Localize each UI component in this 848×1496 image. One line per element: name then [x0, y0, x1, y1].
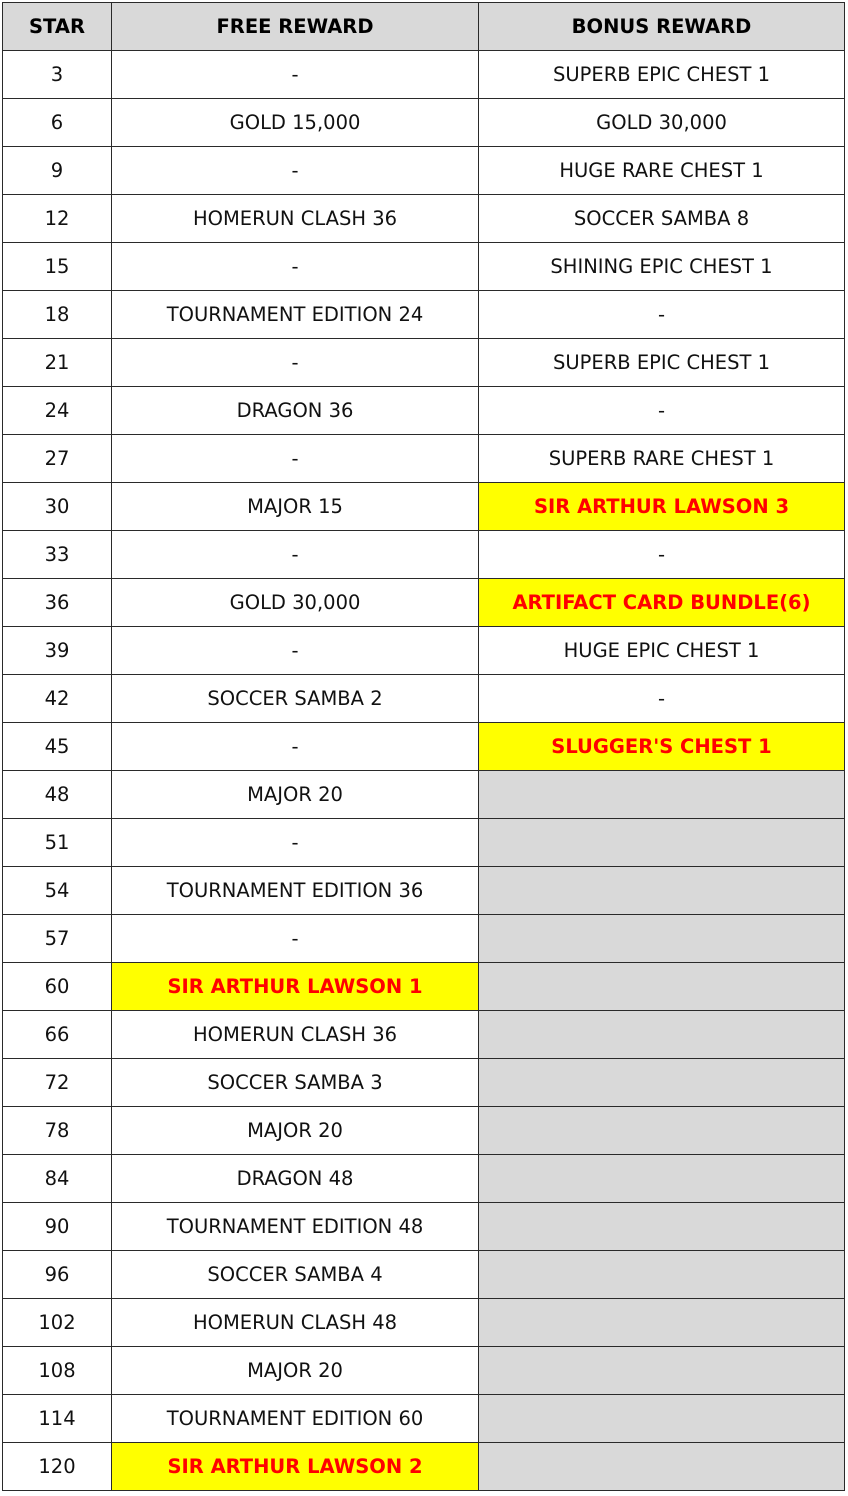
free-reward-cell: MAJOR 20 — [112, 1347, 479, 1395]
bonus-reward-cell: ARTIFACT CARD BUNDLE(6) — [479, 579, 845, 627]
star-cell: 45 — [3, 723, 112, 771]
free-reward-cell: HOMERUN CLASH 36 — [112, 1011, 479, 1059]
table-row — [3, 531, 845, 579]
star-cell: 36 — [3, 579, 112, 627]
star-cell: 54 — [3, 867, 112, 915]
star-cell: 120 — [3, 1443, 112, 1491]
table-row — [3, 195, 845, 243]
header-bonus-reward: BONUS REWARD — [479, 3, 845, 51]
table-row — [3, 51, 845, 99]
bonus-reward-cell: SUPERB RARE CHEST 1 — [479, 435, 845, 483]
table-row — [3, 675, 845, 723]
bonus-reward-empty-cell — [479, 819, 845, 867]
star-cell: 24 — [3, 387, 112, 435]
table-row — [3, 1251, 845, 1299]
free-reward-cell: DRAGON 48 — [112, 1155, 479, 1203]
free-reward-cell: SOCCER SAMBA 2 — [112, 675, 479, 723]
table-row — [3, 867, 845, 915]
star-cell: 72 — [3, 1059, 112, 1107]
star-cell: 9 — [3, 147, 112, 195]
header-star: STAR — [3, 3, 112, 51]
table-row — [3, 1395, 845, 1443]
table-row — [3, 243, 845, 291]
table-row — [3, 99, 845, 147]
star-cell: 114 — [3, 1395, 112, 1443]
star-cell: 21 — [3, 339, 112, 387]
star-cell: 78 — [3, 1107, 112, 1155]
bonus-reward-empty-cell — [479, 1299, 845, 1347]
free-reward-cell: - — [112, 147, 479, 195]
bonus-reward-cell: HUGE EPIC CHEST 1 — [479, 627, 845, 675]
bonus-reward-empty-cell — [479, 1011, 845, 1059]
bonus-reward-cell: SHINING EPIC CHEST 1 — [479, 243, 845, 291]
free-reward-cell: TOURNAMENT EDITION 24 — [112, 291, 479, 339]
free-reward-cell: SIR ARTHUR LAWSON 1 — [112, 963, 479, 1011]
star-cell: 48 — [3, 771, 112, 819]
bonus-reward-cell: GOLD 30,000 — [479, 99, 845, 147]
free-reward-cell: - — [112, 819, 479, 867]
free-reward-cell: GOLD 15,000 — [112, 99, 479, 147]
table-row — [3, 387, 845, 435]
bonus-reward-empty-cell — [479, 867, 845, 915]
reward-rows — [3, 51, 845, 1491]
table-row — [3, 963, 845, 1011]
star-cell: 33 — [3, 531, 112, 579]
table-row — [3, 147, 845, 195]
reward-table — [2, 2, 845, 1491]
table-row — [3, 1443, 845, 1491]
bonus-reward-empty-cell — [479, 1347, 845, 1395]
free-reward-cell: - — [112, 243, 479, 291]
table-row — [3, 1347, 845, 1395]
table-row — [3, 627, 845, 675]
table-row — [3, 1059, 845, 1107]
bonus-reward-cell: - — [479, 291, 845, 339]
bonus-reward-cell: SUPERB EPIC CHEST 1 — [479, 339, 845, 387]
table-row — [3, 339, 845, 387]
table-row — [3, 915, 845, 963]
star-cell: 84 — [3, 1155, 112, 1203]
star-cell: 96 — [3, 1251, 112, 1299]
table-row — [3, 291, 845, 339]
star-cell: 42 — [3, 675, 112, 723]
table-row — [3, 1299, 845, 1347]
free-reward-cell: - — [112, 531, 479, 579]
bonus-reward-cell: - — [479, 675, 845, 723]
bonus-reward-empty-cell — [479, 1155, 845, 1203]
bonus-reward-empty-cell — [479, 771, 845, 819]
free-reward-cell: TOURNAMENT EDITION 60 — [112, 1395, 479, 1443]
star-cell: 15 — [3, 243, 112, 291]
star-cell: 27 — [3, 435, 112, 483]
bonus-reward-cell: HUGE RARE CHEST 1 — [479, 147, 845, 195]
bonus-reward-empty-cell — [479, 963, 845, 1011]
free-reward-cell: SIR ARTHUR LAWSON 2 — [112, 1443, 479, 1491]
table-row — [3, 1107, 845, 1155]
star-cell: 60 — [3, 963, 112, 1011]
star-cell: 3 — [3, 51, 112, 99]
bonus-reward-cell: - — [479, 531, 845, 579]
star-cell: 51 — [3, 819, 112, 867]
table-row — [3, 579, 845, 627]
header-free-reward: FREE REWARD — [112, 3, 479, 51]
star-cell: 90 — [3, 1203, 112, 1251]
free-reward-cell: TOURNAMENT EDITION 48 — [112, 1203, 479, 1251]
star-cell: 102 — [3, 1299, 112, 1347]
star-cell: 66 — [3, 1011, 112, 1059]
bonus-reward-cell: - — [479, 387, 845, 435]
header-row — [3, 3, 845, 51]
star-cell: 108 — [3, 1347, 112, 1395]
star-cell: 57 — [3, 915, 112, 963]
bonus-reward-cell: SIR ARTHUR LAWSON 3 — [479, 483, 845, 531]
free-reward-cell: - — [112, 339, 479, 387]
free-reward-cell: - — [112, 915, 479, 963]
table-row — [3, 435, 845, 483]
star-cell: 30 — [3, 483, 112, 531]
free-reward-cell: MAJOR 20 — [112, 1107, 479, 1155]
table-row — [3, 1011, 845, 1059]
free-reward-cell: HOMERUN CLASH 48 — [112, 1299, 479, 1347]
free-reward-cell: TOURNAMENT EDITION 36 — [112, 867, 479, 915]
star-cell: 39 — [3, 627, 112, 675]
bonus-reward-cell: SOCCER SAMBA 8 — [479, 195, 845, 243]
bonus-reward-empty-cell — [479, 1443, 845, 1491]
star-cell: 12 — [3, 195, 112, 243]
bonus-reward-empty-cell — [479, 1107, 845, 1155]
star-cell: 18 — [3, 291, 112, 339]
bonus-reward-empty-cell — [479, 1395, 845, 1443]
table-row — [3, 1203, 845, 1251]
bonus-reward-empty-cell — [479, 1251, 845, 1299]
table-row — [3, 723, 845, 771]
free-reward-cell: SOCCER SAMBA 4 — [112, 1251, 479, 1299]
table-row — [3, 771, 845, 819]
table-row — [3, 819, 845, 867]
free-reward-cell: MAJOR 20 — [112, 771, 479, 819]
bonus-reward-empty-cell — [479, 1203, 845, 1251]
bonus-reward-cell: SLUGGER'S CHEST 1 — [479, 723, 845, 771]
free-reward-cell: - — [112, 627, 479, 675]
free-reward-cell: SOCCER SAMBA 3 — [112, 1059, 479, 1107]
free-reward-cell: HOMERUN CLASH 36 — [112, 195, 479, 243]
free-reward-cell: - — [112, 51, 479, 99]
free-reward-cell: GOLD 30,000 — [112, 579, 479, 627]
table-row — [3, 483, 845, 531]
free-reward-cell: - — [112, 723, 479, 771]
bonus-reward-empty-cell — [479, 1059, 845, 1107]
star-cell: 6 — [3, 99, 112, 147]
free-reward-cell: - — [112, 435, 479, 483]
bonus-reward-cell: SUPERB EPIC CHEST 1 — [479, 51, 845, 99]
free-reward-cell: MAJOR 15 — [112, 483, 479, 531]
free-reward-cell: DRAGON 36 — [112, 387, 479, 435]
bonus-reward-empty-cell — [479, 915, 845, 963]
table-row — [3, 1155, 845, 1203]
